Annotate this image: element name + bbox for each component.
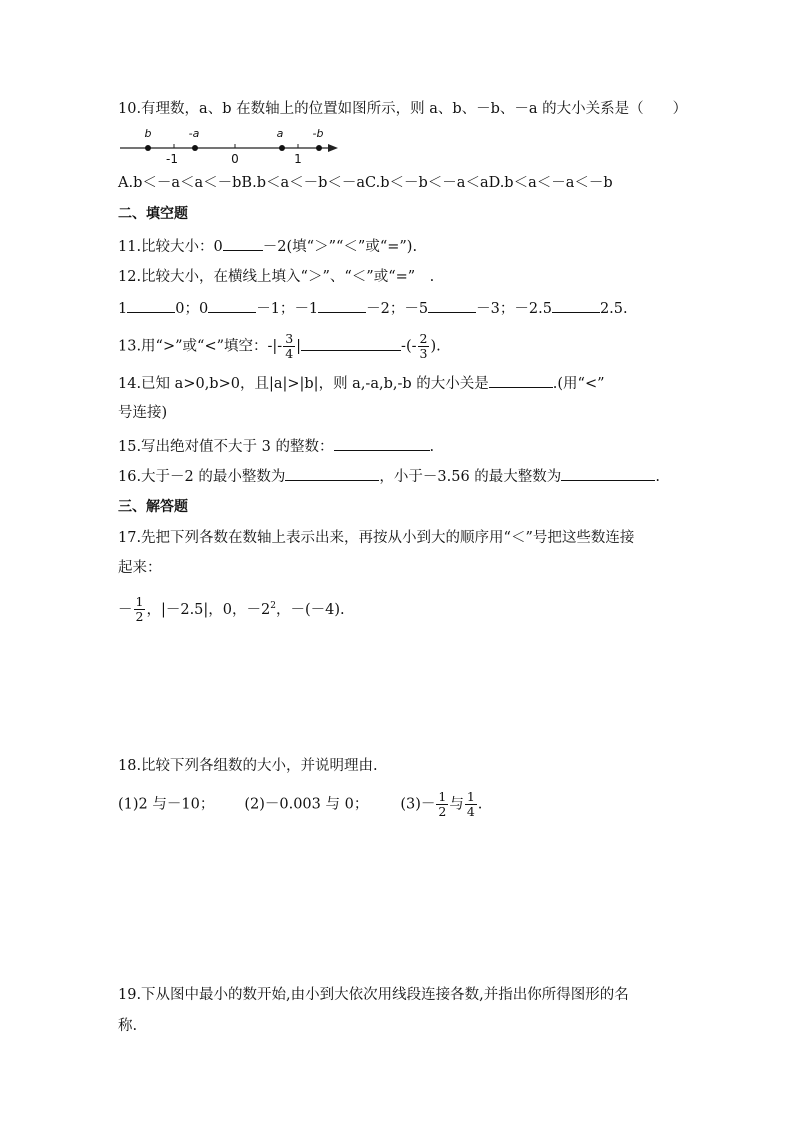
section-heading-answer: 三、解答题 (118, 499, 188, 515)
q14-text-end: .(用“<” (552, 376, 605, 392)
question-12-stem: 12.比较大小，在横线上填入“＞”、“＜”或“=” . (118, 269, 435, 285)
q11-prefix: 11.比较大小：0 (118, 239, 223, 255)
tick-label-neg-1: -1 (166, 152, 178, 166)
fraction-denominator: 2 (135, 609, 144, 625)
exponent: 2 (270, 601, 276, 611)
q13-suffix: ). (430, 338, 441, 355)
point-a (279, 145, 285, 151)
q18-part-3-c: . (477, 796, 483, 813)
question-12-items (118, 298, 628, 319)
point-label-a: a (276, 127, 284, 140)
answer-blank[interactable] (223, 236, 263, 251)
fraction-denominator: 2 (438, 804, 447, 819)
q12-item-right: 2.5. (599, 301, 628, 317)
q12-item-left: 1 (118, 301, 128, 317)
q13-prefix: 13.用“>”或“<”填空：-|- (118, 338, 283, 355)
q18-part-2: (2)－0.003 与 0； (244, 796, 369, 813)
q15-text: 15.写出绝对值不大于 3 的整数： (118, 439, 334, 455)
point-neg-b (316, 145, 322, 151)
q13-abs-bar: | (296, 338, 302, 355)
question-17-numbers (118, 592, 345, 624)
q18-part-3-a: (3)－ (400, 796, 436, 813)
question-10-stem: 10.有理数，a、b 在数轴上的位置如图所示，则 a、b、－b、－a 的大小关系是（ ） (118, 101, 688, 117)
tick-label-0: 0 (231, 152, 239, 166)
q17-list-a: ，|－2.5|，0，－2 (146, 601, 271, 618)
answer-blank[interactable] (285, 466, 379, 481)
q16-text-b: ，小于－3.56 的最大整数为 (379, 469, 562, 485)
point-neg-a (192, 145, 198, 151)
point-b (145, 145, 151, 151)
q15-end: . (429, 439, 435, 455)
q12-item-right: 0； (175, 301, 199, 317)
fraction-denominator: 4 (466, 804, 475, 819)
q12-item-left: －2.5 (514, 301, 552, 317)
point-label-neg-b: -b (312, 127, 324, 140)
q18-part-1: (1)2 与－10； (118, 796, 215, 813)
q12-item-left: －1 (294, 301, 319, 317)
point-label-neg-a: -a (188, 127, 200, 140)
question-13 (118, 332, 441, 361)
q12-item-right: －2； (366, 301, 405, 317)
question-11 (118, 236, 417, 257)
fraction (418, 332, 430, 361)
fraction (134, 595, 146, 624)
answer-blank[interactable] (127, 298, 175, 313)
question-18-parts (118, 790, 482, 819)
question-16 (118, 466, 660, 487)
q16-text-c: . (655, 469, 660, 485)
point-label-b: b (144, 127, 152, 140)
number-line-figure (118, 124, 340, 168)
answer-blank[interactable] (208, 298, 256, 313)
q14-text: 14.已知 a>0,b>0，且|a|>|b|，则 a,-a,b,-b 的大小关是 (118, 376, 489, 392)
fraction-numerator: 1 (466, 789, 475, 804)
answer-blank[interactable] (561, 466, 655, 481)
question-15 (118, 436, 434, 457)
fraction-denominator: 3 (419, 346, 428, 361)
answer-blank[interactable] (334, 436, 430, 451)
q13-mid: -(- (401, 338, 417, 355)
question-19-line-1: 19.下从图中最小的数开始,由小到大依次用线段连接各数,并指出你所得图形的名 (118, 987, 629, 1003)
q12-item-left: 0 (198, 301, 209, 317)
section-heading-fill-in: 二、填空题 (118, 206, 188, 222)
question-19-line-2: 称. (118, 1018, 138, 1034)
question-14-line-2: 号连接) (118, 405, 168, 421)
q16-text-a: 16.大于－2 的最小整数为 (118, 469, 286, 485)
fraction-numerator: 1 (135, 594, 144, 610)
q17-neg: － (118, 601, 133, 618)
q11-suffix: －2(填“＞”“＜”或“=”). (262, 239, 418, 255)
fraction-numerator: 1 (438, 789, 447, 804)
question-17-line-1: 17.先把下列各数在数轴上表示出来，再按从小到大的顺序用“＜”号把这些数连接 (118, 530, 635, 546)
q12-item-left: －5 (404, 301, 429, 317)
fraction-denominator: 4 (285, 346, 294, 361)
q12-item-right: －3； (476, 301, 515, 317)
question-18-stem: 18.比较下列各组数的大小，并说明理由. (118, 758, 378, 774)
answer-blank[interactable] (318, 298, 366, 313)
fraction (283, 332, 295, 361)
answer-blank[interactable] (428, 298, 476, 313)
q18-part-3-b: 与 (449, 796, 464, 813)
tick-label-1: 1 (294, 152, 302, 166)
fraction (436, 790, 448, 819)
answer-blank[interactable] (552, 298, 600, 313)
question-17-line-2: 起来： (118, 560, 162, 576)
q12-item-right: －1； (256, 301, 295, 317)
question-14-line-1 (118, 373, 605, 394)
q17-list-b: ，－(－4). (275, 601, 345, 618)
answer-blank[interactable] (301, 336, 401, 351)
fraction (465, 790, 477, 819)
fraction-numerator: 3 (285, 331, 294, 346)
answer-blank[interactable] (489, 373, 553, 388)
number-line-arrow-icon (328, 144, 338, 152)
fraction-numerator: 2 (419, 331, 428, 346)
question-10-options: A.b＜－a＜a＜－bB.b＜a＜－b＜－aC.b＜－b＜－a＜aD.b＜a＜－a＜－b (118, 175, 613, 191)
